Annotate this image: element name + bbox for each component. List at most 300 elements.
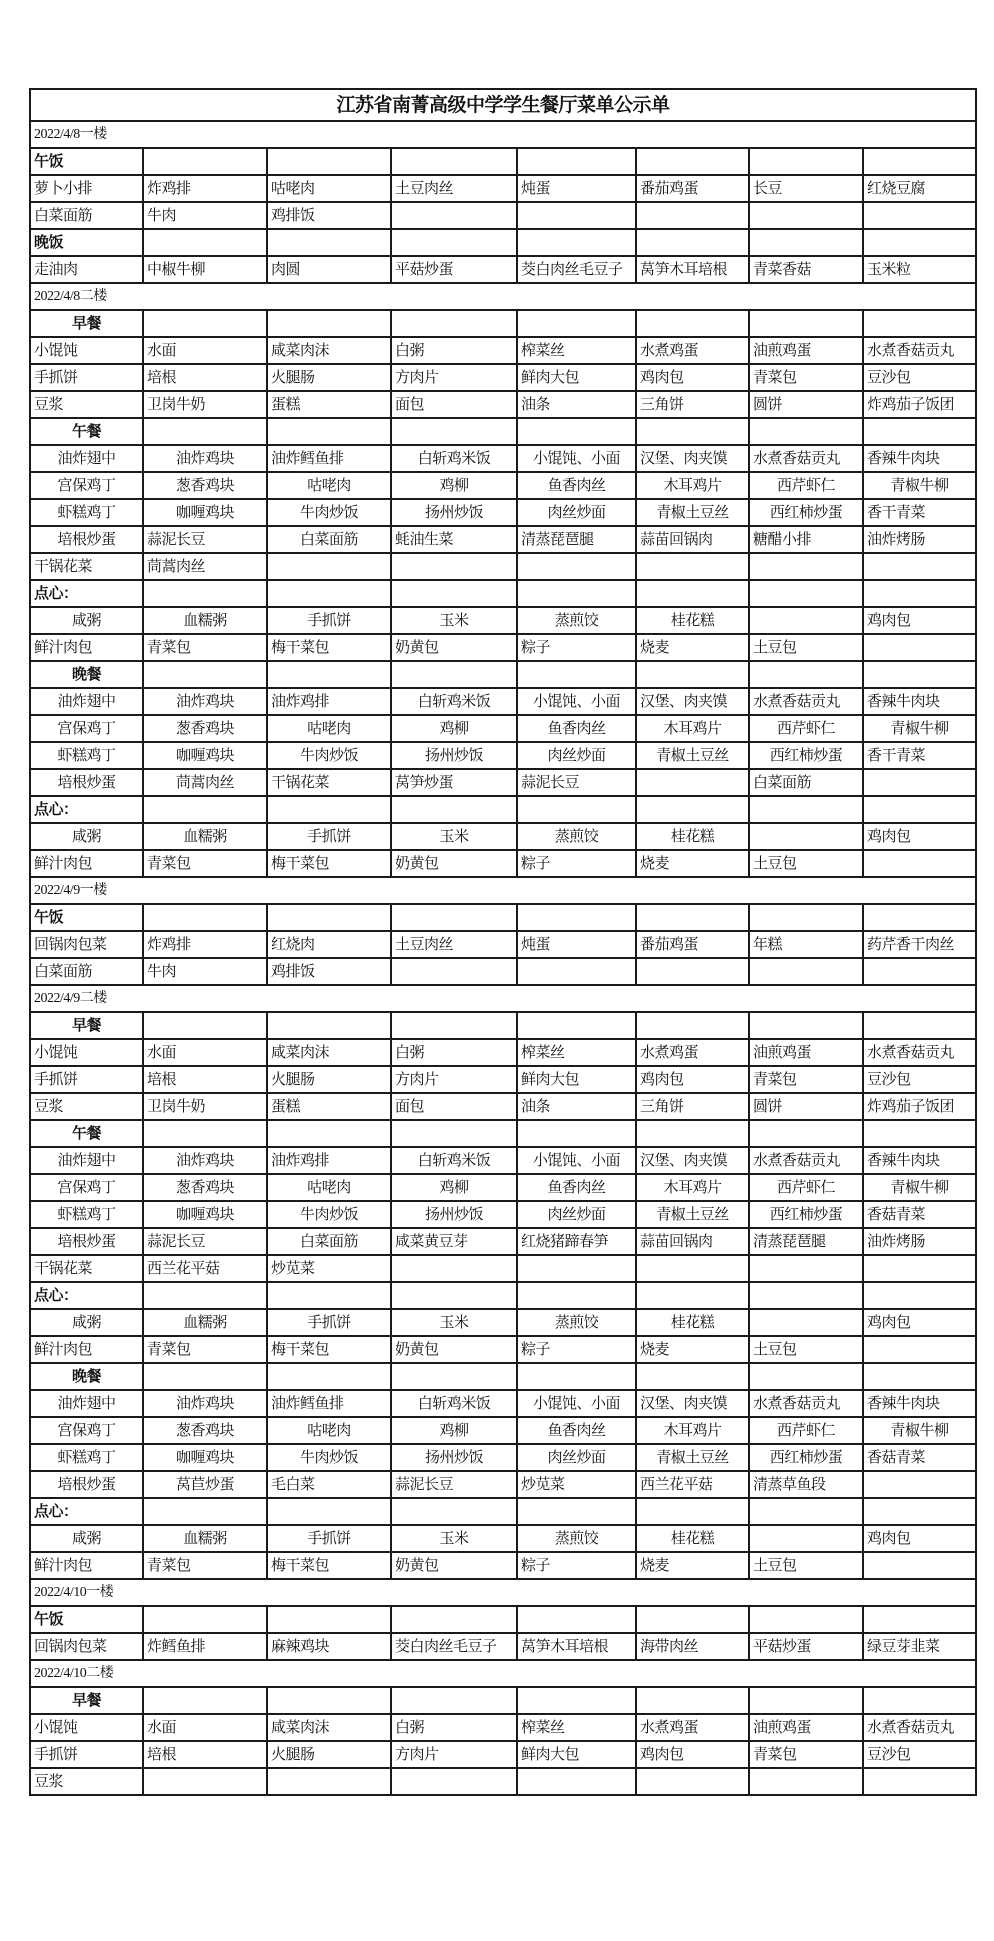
dish-cell: 牛肉炒饭: [267, 499, 391, 526]
empty-cell: [391, 1687, 517, 1714]
dish-cell: 鲜汁肉包: [30, 634, 143, 661]
dish-cell: 水面: [143, 1714, 267, 1741]
empty-cell: [863, 1363, 976, 1390]
dish-cell: 白粥: [391, 1714, 517, 1741]
dish-cell: 咸菜肉沫: [267, 1039, 391, 1066]
dish-cell: 白菜面筋: [267, 1228, 391, 1255]
menu-row: [30, 1174, 976, 1201]
dish-cell: 奶黄包: [391, 1552, 517, 1579]
menu-row: [30, 1768, 976, 1795]
dish-cell: 梅干菜包: [267, 1552, 391, 1579]
empty-cell: [267, 418, 391, 445]
menu-row: [30, 337, 976, 364]
meal-label: 点心：: [30, 580, 143, 607]
meal-header-row: [30, 229, 976, 256]
empty-cell: [863, 580, 976, 607]
dish-cell: 牛肉: [143, 958, 267, 985]
empty-cell: [517, 1363, 636, 1390]
empty-cell: [636, 1498, 749, 1525]
dish-cell: 水煮香菇贡丸: [749, 445, 863, 472]
empty-cell: [267, 553, 391, 580]
empty-cell: [391, 958, 517, 985]
dish-cell: 蒸煎饺: [517, 607, 636, 634]
dish-cell: 桂花糕: [636, 823, 749, 850]
dish-cell: 水煮鸡蛋: [636, 1039, 749, 1066]
dish-cell: 扬州炒饭: [391, 1444, 517, 1471]
dish-cell: 木耳鸡片: [636, 715, 749, 742]
meal-header-row: [30, 1120, 976, 1147]
menu-row: [30, 688, 976, 715]
dish-cell: 咕咾肉: [267, 472, 391, 499]
dish-cell: 圆饼: [749, 391, 863, 418]
empty-cell: [267, 1687, 391, 1714]
meal-label: 晚饭: [30, 229, 143, 256]
dish-cell: 炖蛋: [517, 931, 636, 958]
empty-cell: [749, 661, 863, 688]
dish-cell: 年糕: [749, 931, 863, 958]
dish-cell: 莴苣炒蛋: [143, 1471, 267, 1498]
empty-cell: [863, 769, 976, 796]
empty-cell: [143, 1363, 267, 1390]
menu-row: [30, 175, 976, 202]
meal-header-row: [30, 1363, 976, 1390]
dish-cell: 咸粥: [30, 1525, 143, 1552]
dish-cell: 回锅肉包菜: [30, 1633, 143, 1660]
empty-cell: [863, 904, 976, 931]
dish-cell: 水煮香菇贡丸: [749, 1390, 863, 1417]
menu-row: [30, 1255, 976, 1282]
dish-cell: 青菜包: [749, 364, 863, 391]
meal-label: 午饭: [30, 904, 143, 931]
dish-cell: 小馄饨、小面: [517, 1147, 636, 1174]
empty-cell: [391, 1282, 517, 1309]
dish-cell: 咖喱鸡块: [143, 499, 267, 526]
empty-cell: [863, 1255, 976, 1282]
empty-cell: [517, 553, 636, 580]
dish-cell: 炸鸡茄子饭团: [863, 391, 976, 418]
dish-cell: 清蒸草鱼段: [749, 1471, 863, 1498]
empty-cell: [749, 1012, 863, 1039]
dish-cell: 鸡柳: [391, 1417, 517, 1444]
empty-cell: [636, 1255, 749, 1282]
menu-row: [30, 1309, 976, 1336]
empty-cell: [517, 1687, 636, 1714]
empty-cell: [863, 1606, 976, 1633]
empty-cell: [636, 958, 749, 985]
empty-cell: [517, 904, 636, 931]
empty-cell: [143, 1498, 267, 1525]
dish-cell: 油煎鸡蛋: [749, 337, 863, 364]
dish-cell: 西芹虾仁: [749, 1174, 863, 1201]
dish-cell: 西兰花平菇: [143, 1255, 267, 1282]
dish-cell: 咕咾肉: [267, 1174, 391, 1201]
empty-cell: [391, 1768, 517, 1795]
empty-cell: [391, 148, 517, 175]
empty-cell: [749, 958, 863, 985]
empty-cell: [636, 1606, 749, 1633]
dish-cell: 扬州炒饭: [391, 742, 517, 769]
dish-cell: 木耳鸡片: [636, 472, 749, 499]
dish-cell: 水煮香菇贡丸: [863, 1039, 976, 1066]
dish-cell: 莴笋木耳培根: [517, 1633, 636, 1660]
date-floor-row: [30, 985, 976, 1012]
menu-row: [30, 1552, 976, 1579]
dish-cell: 平菇炒蛋: [749, 1633, 863, 1660]
dish-cell: 奶黄包: [391, 634, 517, 661]
dish-cell: 培根: [143, 364, 267, 391]
dish-cell: 炒苋菜: [517, 1471, 636, 1498]
empty-cell: [863, 1120, 976, 1147]
empty-cell: [749, 1255, 863, 1282]
empty-cell: [749, 607, 863, 634]
empty-cell: [143, 661, 267, 688]
empty-cell: [391, 1120, 517, 1147]
date-floor-row: [30, 283, 976, 310]
dish-cell: 玉米: [391, 1525, 517, 1552]
dish-cell: 萝卜小排: [30, 175, 143, 202]
dish-cell: 青椒牛柳: [863, 472, 976, 499]
empty-cell: [749, 904, 863, 931]
date-floor-label: 2022/4/10一楼: [30, 1579, 976, 1606]
date-floor-row: [30, 1579, 976, 1606]
dish-cell: 红烧猪蹄春笋: [517, 1228, 636, 1255]
empty-cell: [636, 1687, 749, 1714]
empty-cell: [863, 1471, 976, 1498]
empty-cell: [863, 418, 976, 445]
dish-cell: 水煮鸡蛋: [636, 337, 749, 364]
dish-cell: 茭白肉丝毛豆子: [517, 256, 636, 283]
empty-cell: [143, 904, 267, 931]
dish-cell: 虾糕鸡丁: [30, 1201, 143, 1228]
date-floor-label: 2022/4/9一楼: [30, 877, 976, 904]
dish-cell: 玉米: [391, 823, 517, 850]
dish-cell: 香菇青菜: [863, 1444, 976, 1471]
dish-cell: 宫保鸡丁: [30, 1417, 143, 1444]
empty-cell: [143, 229, 267, 256]
dish-cell: 番茄鸡蛋: [636, 931, 749, 958]
date-floor-row: [30, 1660, 976, 1687]
dish-cell: 咸粥: [30, 823, 143, 850]
dish-cell: 手抓饼: [267, 1525, 391, 1552]
empty-cell: [391, 418, 517, 445]
dish-cell: 虾糕鸡丁: [30, 742, 143, 769]
dish-cell: 番茄鸡蛋: [636, 175, 749, 202]
dish-cell: 青椒牛柳: [863, 1174, 976, 1201]
dish-cell: 玉米粒: [863, 256, 976, 283]
empty-cell: [863, 1498, 976, 1525]
dish-cell: 梅干菜包: [267, 850, 391, 877]
dish-cell: 小馄饨、小面: [517, 688, 636, 715]
dish-cell: 葱香鸡块: [143, 715, 267, 742]
dish-cell: 油炸鸡排: [267, 688, 391, 715]
dish-cell: 火腿肠: [267, 1066, 391, 1093]
empty-cell: [636, 1012, 749, 1039]
meal-label: 午餐: [30, 418, 143, 445]
dish-cell: 西兰花平菇: [636, 1471, 749, 1498]
menu-row: [30, 850, 976, 877]
menu-row: [30, 1525, 976, 1552]
menu-row: [30, 742, 976, 769]
empty-cell: [749, 1606, 863, 1633]
dish-cell: 西芹虾仁: [749, 715, 863, 742]
empty-cell: [863, 634, 976, 661]
dish-cell: 油炸翅中: [30, 1147, 143, 1174]
dish-cell: 鸡肉包: [863, 823, 976, 850]
dish-cell: 手抓饼: [30, 364, 143, 391]
dish-cell: 手抓饼: [30, 1741, 143, 1768]
empty-cell: [267, 1282, 391, 1309]
dish-cell: 青菜包: [143, 1336, 267, 1363]
dish-cell: 西红柿炒蛋: [749, 742, 863, 769]
meal-label: 晚餐: [30, 661, 143, 688]
empty-cell: [749, 1768, 863, 1795]
dish-cell: 汉堡、肉夹馍: [636, 1390, 749, 1417]
dish-cell: 青椒土豆丝: [636, 499, 749, 526]
menu-row: [30, 1201, 976, 1228]
empty-cell: [636, 1282, 749, 1309]
empty-cell: [517, 1255, 636, 1282]
dish-cell: 咕咾肉: [267, 1417, 391, 1444]
empty-cell: [267, 310, 391, 337]
dish-cell: 蒸煎饺: [517, 1309, 636, 1336]
meal-label: 点心：: [30, 1498, 143, 1525]
dish-cell: 油炸鸡块: [143, 688, 267, 715]
empty-cell: [517, 148, 636, 175]
dish-cell: 水煮香菇贡丸: [749, 1147, 863, 1174]
dish-cell: 炸鸡排: [143, 175, 267, 202]
dish-cell: 豆浆: [30, 1768, 143, 1795]
empty-cell: [863, 958, 976, 985]
meal-label: 点心：: [30, 796, 143, 823]
dish-cell: 香辣牛肉块: [863, 1390, 976, 1417]
dish-cell: 土豆包: [749, 1552, 863, 1579]
meal-header-row: [30, 1606, 976, 1633]
menu-row: [30, 256, 976, 283]
empty-cell: [143, 1282, 267, 1309]
empty-cell: [863, 796, 976, 823]
dish-cell: 青椒土豆丝: [636, 742, 749, 769]
menu-row: [30, 499, 976, 526]
dish-cell: 青椒牛柳: [863, 1417, 976, 1444]
dish-cell: 毛白菜: [267, 1471, 391, 1498]
empty-cell: [143, 1120, 267, 1147]
dish-cell: 葱香鸡块: [143, 1417, 267, 1444]
menu-row: [30, 607, 976, 634]
page-title: 江苏省南菁高级中学学生餐厅菜单公示单: [30, 89, 976, 121]
empty-cell: [267, 1768, 391, 1795]
dish-cell: 木耳鸡片: [636, 1417, 749, 1444]
dish-cell: 肉丝炒面: [517, 1444, 636, 1471]
empty-cell: [143, 148, 267, 175]
dish-cell: 牛肉炒饭: [267, 1444, 391, 1471]
date-floor-label: 2022/4/9二楼: [30, 985, 976, 1012]
dish-cell: 土豆包: [749, 850, 863, 877]
meal-header-row: [30, 904, 976, 931]
dish-cell: 青菜香菇: [749, 256, 863, 283]
dish-cell: 宫保鸡丁: [30, 1174, 143, 1201]
empty-cell: [517, 229, 636, 256]
dish-cell: 三角饼: [636, 391, 749, 418]
dish-cell: 油炸鸡排: [267, 1147, 391, 1174]
empty-cell: [267, 229, 391, 256]
dish-cell: 玉米: [391, 1309, 517, 1336]
menu-row: [30, 715, 976, 742]
meal-label: 早餐: [30, 1687, 143, 1714]
dish-cell: 油条: [517, 391, 636, 418]
empty-cell: [749, 1363, 863, 1390]
empty-cell: [517, 1498, 636, 1525]
empty-cell: [863, 661, 976, 688]
dish-cell: 烧麦: [636, 850, 749, 877]
dish-cell: 青菜包: [143, 1552, 267, 1579]
dish-cell: 蒜泥长豆: [143, 1228, 267, 1255]
empty-cell: [636, 1120, 749, 1147]
empty-cell: [143, 1768, 267, 1795]
empty-cell: [636, 202, 749, 229]
empty-cell: [517, 1012, 636, 1039]
empty-cell: [863, 1282, 976, 1309]
dish-cell: 宫保鸡丁: [30, 715, 143, 742]
dish-cell: 鱼香肉丝: [517, 715, 636, 742]
dish-cell: 走油肉: [30, 256, 143, 283]
dish-cell: 水煮香菇贡丸: [863, 1714, 976, 1741]
dish-cell: 梅干菜包: [267, 1336, 391, 1363]
dish-cell: 培根炒蛋: [30, 1228, 143, 1255]
dish-cell: 鱼香肉丝: [517, 472, 636, 499]
dish-cell: 培根炒蛋: [30, 769, 143, 796]
dish-cell: 青菜包: [749, 1741, 863, 1768]
empty-cell: [143, 1012, 267, 1039]
empty-cell: [749, 823, 863, 850]
dish-cell: 小馄饨: [30, 1714, 143, 1741]
menu-row: [30, 1336, 976, 1363]
menu-row: [30, 958, 976, 985]
dish-cell: 干锅花菜: [30, 1255, 143, 1282]
dish-cell: 土豆包: [749, 634, 863, 661]
dish-cell: 梅干菜包: [267, 634, 391, 661]
dish-cell: 红烧豆腐: [863, 175, 976, 202]
dish-cell: 奶黄包: [391, 850, 517, 877]
dish-cell: 豆沙包: [863, 364, 976, 391]
dish-cell: 水面: [143, 1039, 267, 1066]
dish-cell: 白斩鸡米饭: [391, 1147, 517, 1174]
dish-cell: 水面: [143, 337, 267, 364]
meal-label: 午饭: [30, 148, 143, 175]
empty-cell: [517, 796, 636, 823]
dish-cell: 玉米: [391, 607, 517, 634]
dish-cell: 培根炒蛋: [30, 1471, 143, 1498]
dish-cell: 西红柿炒蛋: [749, 1444, 863, 1471]
empty-cell: [143, 796, 267, 823]
dish-cell: 卫岗牛奶: [143, 391, 267, 418]
dish-cell: 油炸烤肠: [863, 1228, 976, 1255]
empty-cell: [863, 553, 976, 580]
dish-cell: 鸡肉包: [863, 1309, 976, 1336]
empty-cell: [267, 1363, 391, 1390]
dish-cell: 桂花糕: [636, 607, 749, 634]
dish-cell: 白粥: [391, 1039, 517, 1066]
dish-cell: 葱香鸡块: [143, 1174, 267, 1201]
meal-header-row: [30, 661, 976, 688]
empty-cell: [517, 418, 636, 445]
dish-cell: 方肉片: [391, 364, 517, 391]
dish-cell: 咸粥: [30, 1309, 143, 1336]
meal-header-row: [30, 1687, 976, 1714]
dish-cell: 蒜苗回锅肉: [636, 526, 749, 553]
empty-cell: [749, 310, 863, 337]
dish-cell: 鱼香肉丝: [517, 1417, 636, 1444]
dish-cell: 海带肉丝: [636, 1633, 749, 1660]
dish-cell: 桂花糕: [636, 1525, 749, 1552]
dish-cell: 培根炒蛋: [30, 526, 143, 553]
dish-cell: 鸡排饭: [267, 202, 391, 229]
menu-row: [30, 1741, 976, 1768]
dish-cell: 炸鸡排: [143, 931, 267, 958]
menu-row: [30, 391, 976, 418]
dish-cell: 咕咾肉: [267, 175, 391, 202]
dish-cell: 香干青菜: [863, 499, 976, 526]
empty-cell: [636, 229, 749, 256]
empty-cell: [749, 148, 863, 175]
menu-row: [30, 1633, 976, 1660]
dish-cell: 扬州炒饭: [391, 499, 517, 526]
menu-row: [30, 769, 976, 796]
menu-row: [30, 931, 976, 958]
dish-cell: 豆浆: [30, 391, 143, 418]
dish-cell: 鸡肉包: [863, 607, 976, 634]
empty-cell: [267, 1012, 391, 1039]
meal-label: 晚餐: [30, 1363, 143, 1390]
dish-cell: 豆浆: [30, 1093, 143, 1120]
empty-cell: [517, 1606, 636, 1633]
empty-cell: [391, 904, 517, 931]
empty-cell: [143, 1687, 267, 1714]
dish-cell: 炒苋菜: [267, 1255, 391, 1282]
menu-row: [30, 202, 976, 229]
empty-cell: [749, 229, 863, 256]
empty-cell: [391, 202, 517, 229]
dish-cell: 汉堡、肉夹馍: [636, 445, 749, 472]
dish-cell: 方肉片: [391, 1066, 517, 1093]
empty-cell: [267, 1498, 391, 1525]
dish-cell: 面包: [391, 1093, 517, 1120]
dish-cell: 回锅肉包菜: [30, 931, 143, 958]
dish-cell: 油炸鸡块: [143, 1147, 267, 1174]
empty-cell: [636, 580, 749, 607]
empty-cell: [517, 310, 636, 337]
dish-cell: 小馄饨: [30, 337, 143, 364]
dish-cell: 豆沙包: [863, 1066, 976, 1093]
dish-cell: 烧麦: [636, 634, 749, 661]
menu-row: [30, 634, 976, 661]
dish-cell: 咸菜肉沫: [267, 1714, 391, 1741]
empty-cell: [517, 1768, 636, 1795]
dish-cell: 三角饼: [636, 1093, 749, 1120]
dish-cell: 白菜面筋: [267, 526, 391, 553]
empty-cell: [863, 202, 976, 229]
dish-cell: 奶黄包: [391, 1336, 517, 1363]
dish-cell: 茼蒿肉丝: [143, 553, 267, 580]
dish-cell: 油煎鸡蛋: [749, 1714, 863, 1741]
empty-cell: [391, 1363, 517, 1390]
dish-cell: 牛肉炒饭: [267, 742, 391, 769]
empty-cell: [143, 418, 267, 445]
dish-cell: 西红柿炒蛋: [749, 499, 863, 526]
menu-row: [30, 1147, 976, 1174]
date-floor-label: 2022/4/10二楼: [30, 1660, 976, 1687]
empty-cell: [391, 1498, 517, 1525]
dish-cell: 鲜肉大包: [517, 1066, 636, 1093]
